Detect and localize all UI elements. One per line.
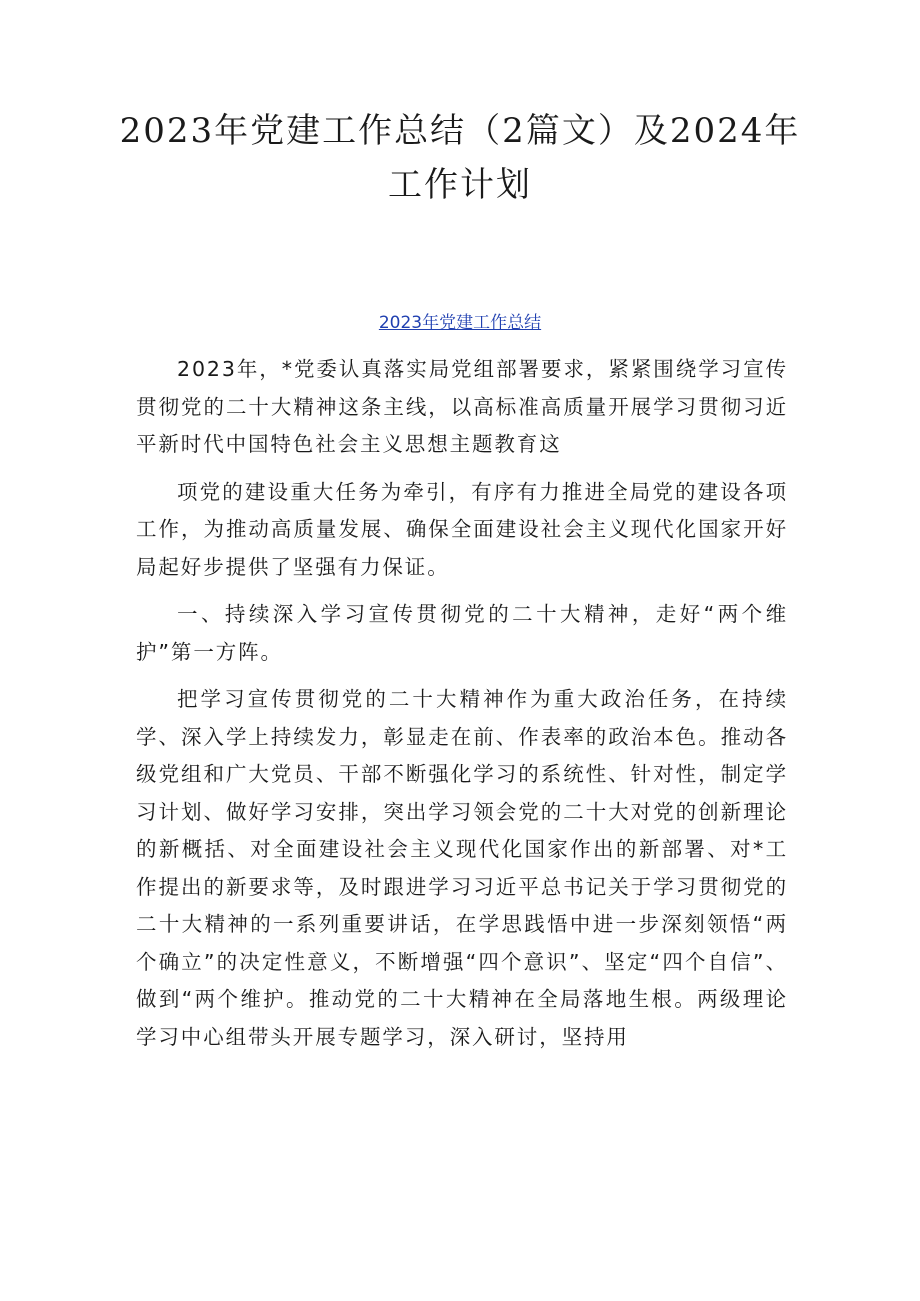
paragraph-study-details: 把学习宣传贯彻党的二十大精神作为重大政治任务，在持续学、深入学上持续发力，彰显走在前、作表率的政治本色。推动各级党组和广大党员、干部不断强化学习的系统性、针对性，制定学习计划、做好学习安排，突出学习领会党的二十大对党的创新理论的新概括、对全面建设社会主义现代化国家作出的新部署、对*工作提出的新要求等，及时跟进学习习近平总书记关于学习贯彻党的二十大精神的一系列重要讲话，在学思践悟中进一步深刻领悟“两个确立”的决定性意义，不断增强“四个意识”、坚定“四个自信”、做到“两个维护。推动党的二十大精神在全局落地生根。两级理论学习中心组带头开展专题学习，深入研讨，坚持用 [136,687,789,1049]
section-heading-link[interactable]: 2023年党建工作总结 [378,313,542,333]
document-body [136,351,788,1066]
document-title-line-2: 工作计划 [388,165,532,205]
paragraph-section-heading: 一、持续深入学习宣传贯彻党的二十大精神，走好“两个维护”第一方阵。 [136,602,788,664]
document-title [60,104,860,212]
document-title-line-1: 2023年党建工作总结（2篇文）及2024年 [119,111,801,151]
paragraph-continuation: 项党的建设重大任务为牵引，有序有力推进全局党的建设各项工作，为推动高质量发展、确保全面建设社会主义现代化国家开好局起好步提供了坚强有力保证。 [136,479,788,579]
paragraph-intro: 2023年，*党委认真落实局党组部署要求，紧紧围绕学习宣传贯彻党的二十大精神这条主线，以高标准高质量开展学习贯彻习近平新时代中国特色社会主义思想主题教育这 [136,357,788,456]
